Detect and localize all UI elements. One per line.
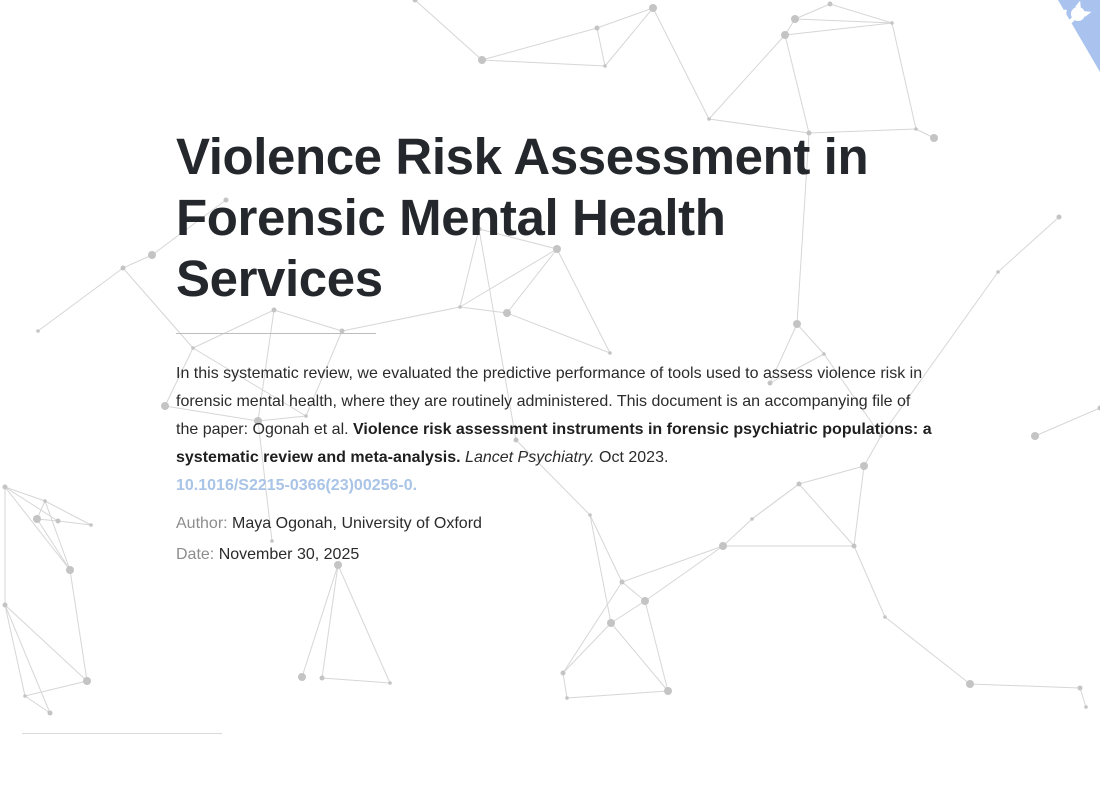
author-value: Maya Ogonah, University of Oxford bbox=[232, 515, 482, 532]
footer-divider bbox=[22, 733, 222, 734]
author-line bbox=[176, 508, 936, 539]
date-value: November 30, 2025 bbox=[218, 546, 360, 563]
journal-name: Lancet Psychiatry. bbox=[465, 449, 595, 466]
publication-date: Oct 2023. bbox=[599, 449, 669, 466]
title-divider bbox=[176, 333, 376, 334]
paper-title: Violence risk assessment instruments in forensic psychiatric populations: a systematic review and meta-analysis. bbox=[176, 421, 932, 466]
abstract-intro: In this systematic review, we evaluated the predictive performance of tools used to assess violence risk in forensic mental health, where they are routinely administered. This document is an accompanying file of the paper: Ogonah et al. bbox=[176, 365, 923, 438]
page-title: Violence Risk Assessment in Forensic Mental Health Services bbox=[176, 128, 869, 307]
document-meta bbox=[176, 508, 936, 570]
octocat-icon bbox=[1028, 0, 1100, 72]
github-corner-link[interactable] bbox=[1028, 0, 1100, 72]
doi-link[interactable]: 10.1016/S2215-0366(23)00256-0. bbox=[176, 477, 418, 494]
author-key: Author: bbox=[176, 515, 228, 532]
abstract-paragraph bbox=[176, 360, 936, 500]
main-content bbox=[176, 126, 936, 570]
date-line bbox=[176, 539, 936, 570]
date-key: Date: bbox=[176, 546, 215, 563]
